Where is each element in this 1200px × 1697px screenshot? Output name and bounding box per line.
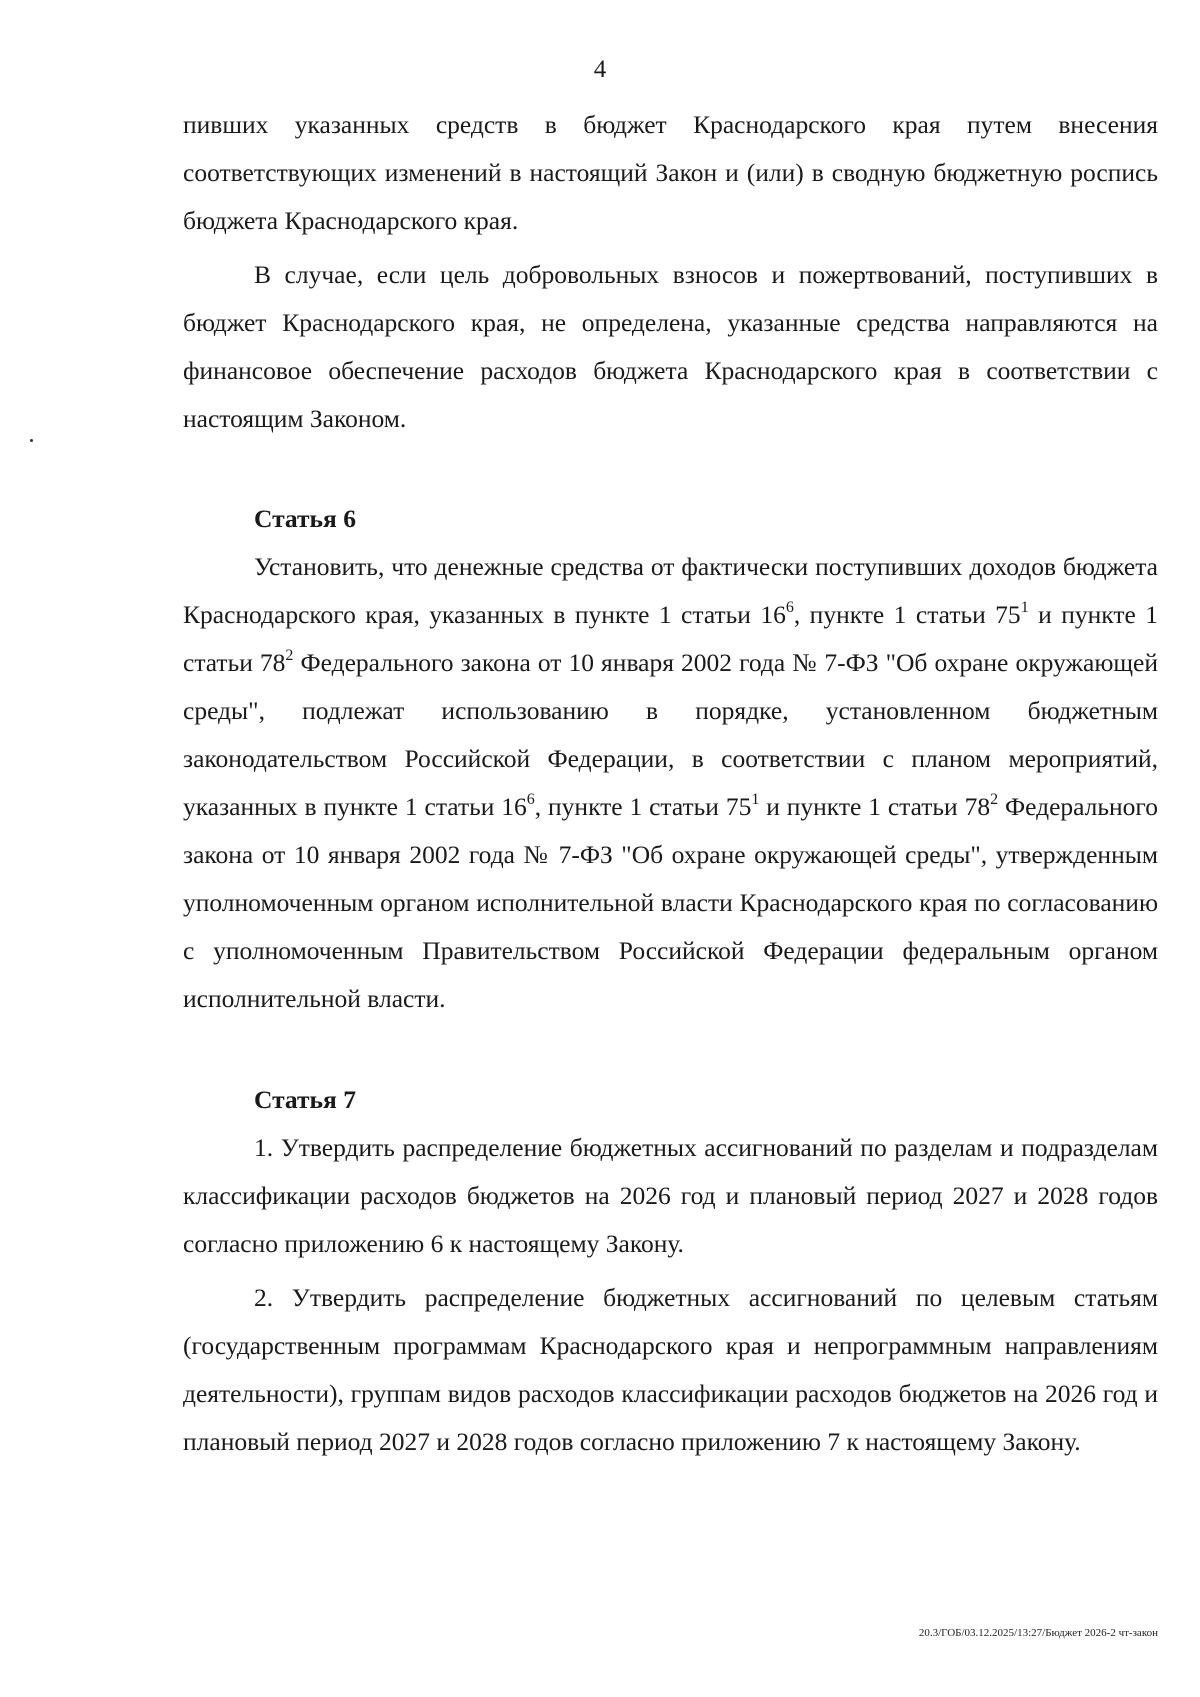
page-number: 4 (593, 56, 607, 83)
document-footer-code: 20.3/ГОБ/03.12.2025/13:27/Бюджет 2026-2 чт-закон (918, 1627, 1158, 1639)
article-6-text: Установить, что денежные средства от фактически поступивших доходов бюджета Краснодарского края, указанных в пункте 1 статьи $16^6$, пункте 1 статьи $75^1$ и пункте 1 статьи $78^2$ Федерального закона от 10 января 2002 года № 7-ФЗ "Об охране окружающей среды", подлежат использованию в порядке, установленном бюджетным законодательством Российской Федерации, в соответствии с планом мероприятий, указанных в пункте 1 статьи $16^6$, пункте 1 статьи $75^1$ и пункте 1 статьи $78^2$ Федерального закона от 10 января 2002 года № 7-ФЗ "Об охране окружающей среды", утвержденным уполномоченным органом исполнительной власти Краснодарского края по согласованию с уполномоченным Правительством Российской Федерации федеральным органом исполнительной власти. (183, 552, 1158, 1013)
paragraph-continuation: пивших указанных средств в бюджет Краснодарского края путем внесения соответствующих изменений в настоящий Закон и (или) в сводную бюджетную роспись бюджета Краснодарского края. (183, 110, 1158, 235)
scan-speck (30, 439, 33, 442)
article-7-item-1: 1. Утвердить распределение бюджетных ассигнований по разделам и подразделам классификации расходов бюджетов на 2026 год и плановый период 2027 и 2028 годов согласно приложению 6 к настоящему Закону. (183, 1133, 1158, 1258)
paragraph-voluntary-contributions: В случае, если цель добровольных взносов и пожертвований, поступивших в бюджет Краснодарского края, не определена, указанные средства направляются на финансовое обеспечение расходов бюджета Краснодарского края в соответствии с настоящим Законом. (183, 260, 1158, 433)
article-7-heading: Статья 7 (254, 1085, 356, 1114)
article-6-heading: Статья 6 (254, 504, 356, 533)
document-body (183, 101, 1158, 1466)
article-7-item-2: 2. Утвердить распределение бюджетных ассигнований по целевым статьям (государственным программам Краснодарского края и непрограммным направлениям деятельности), группам видов расходов классификации расходов бюджетов на 2026 год и плановый период 2027 и 2028 годов согласно приложению 7 к настоящему Закону. (183, 1283, 1158, 1456)
